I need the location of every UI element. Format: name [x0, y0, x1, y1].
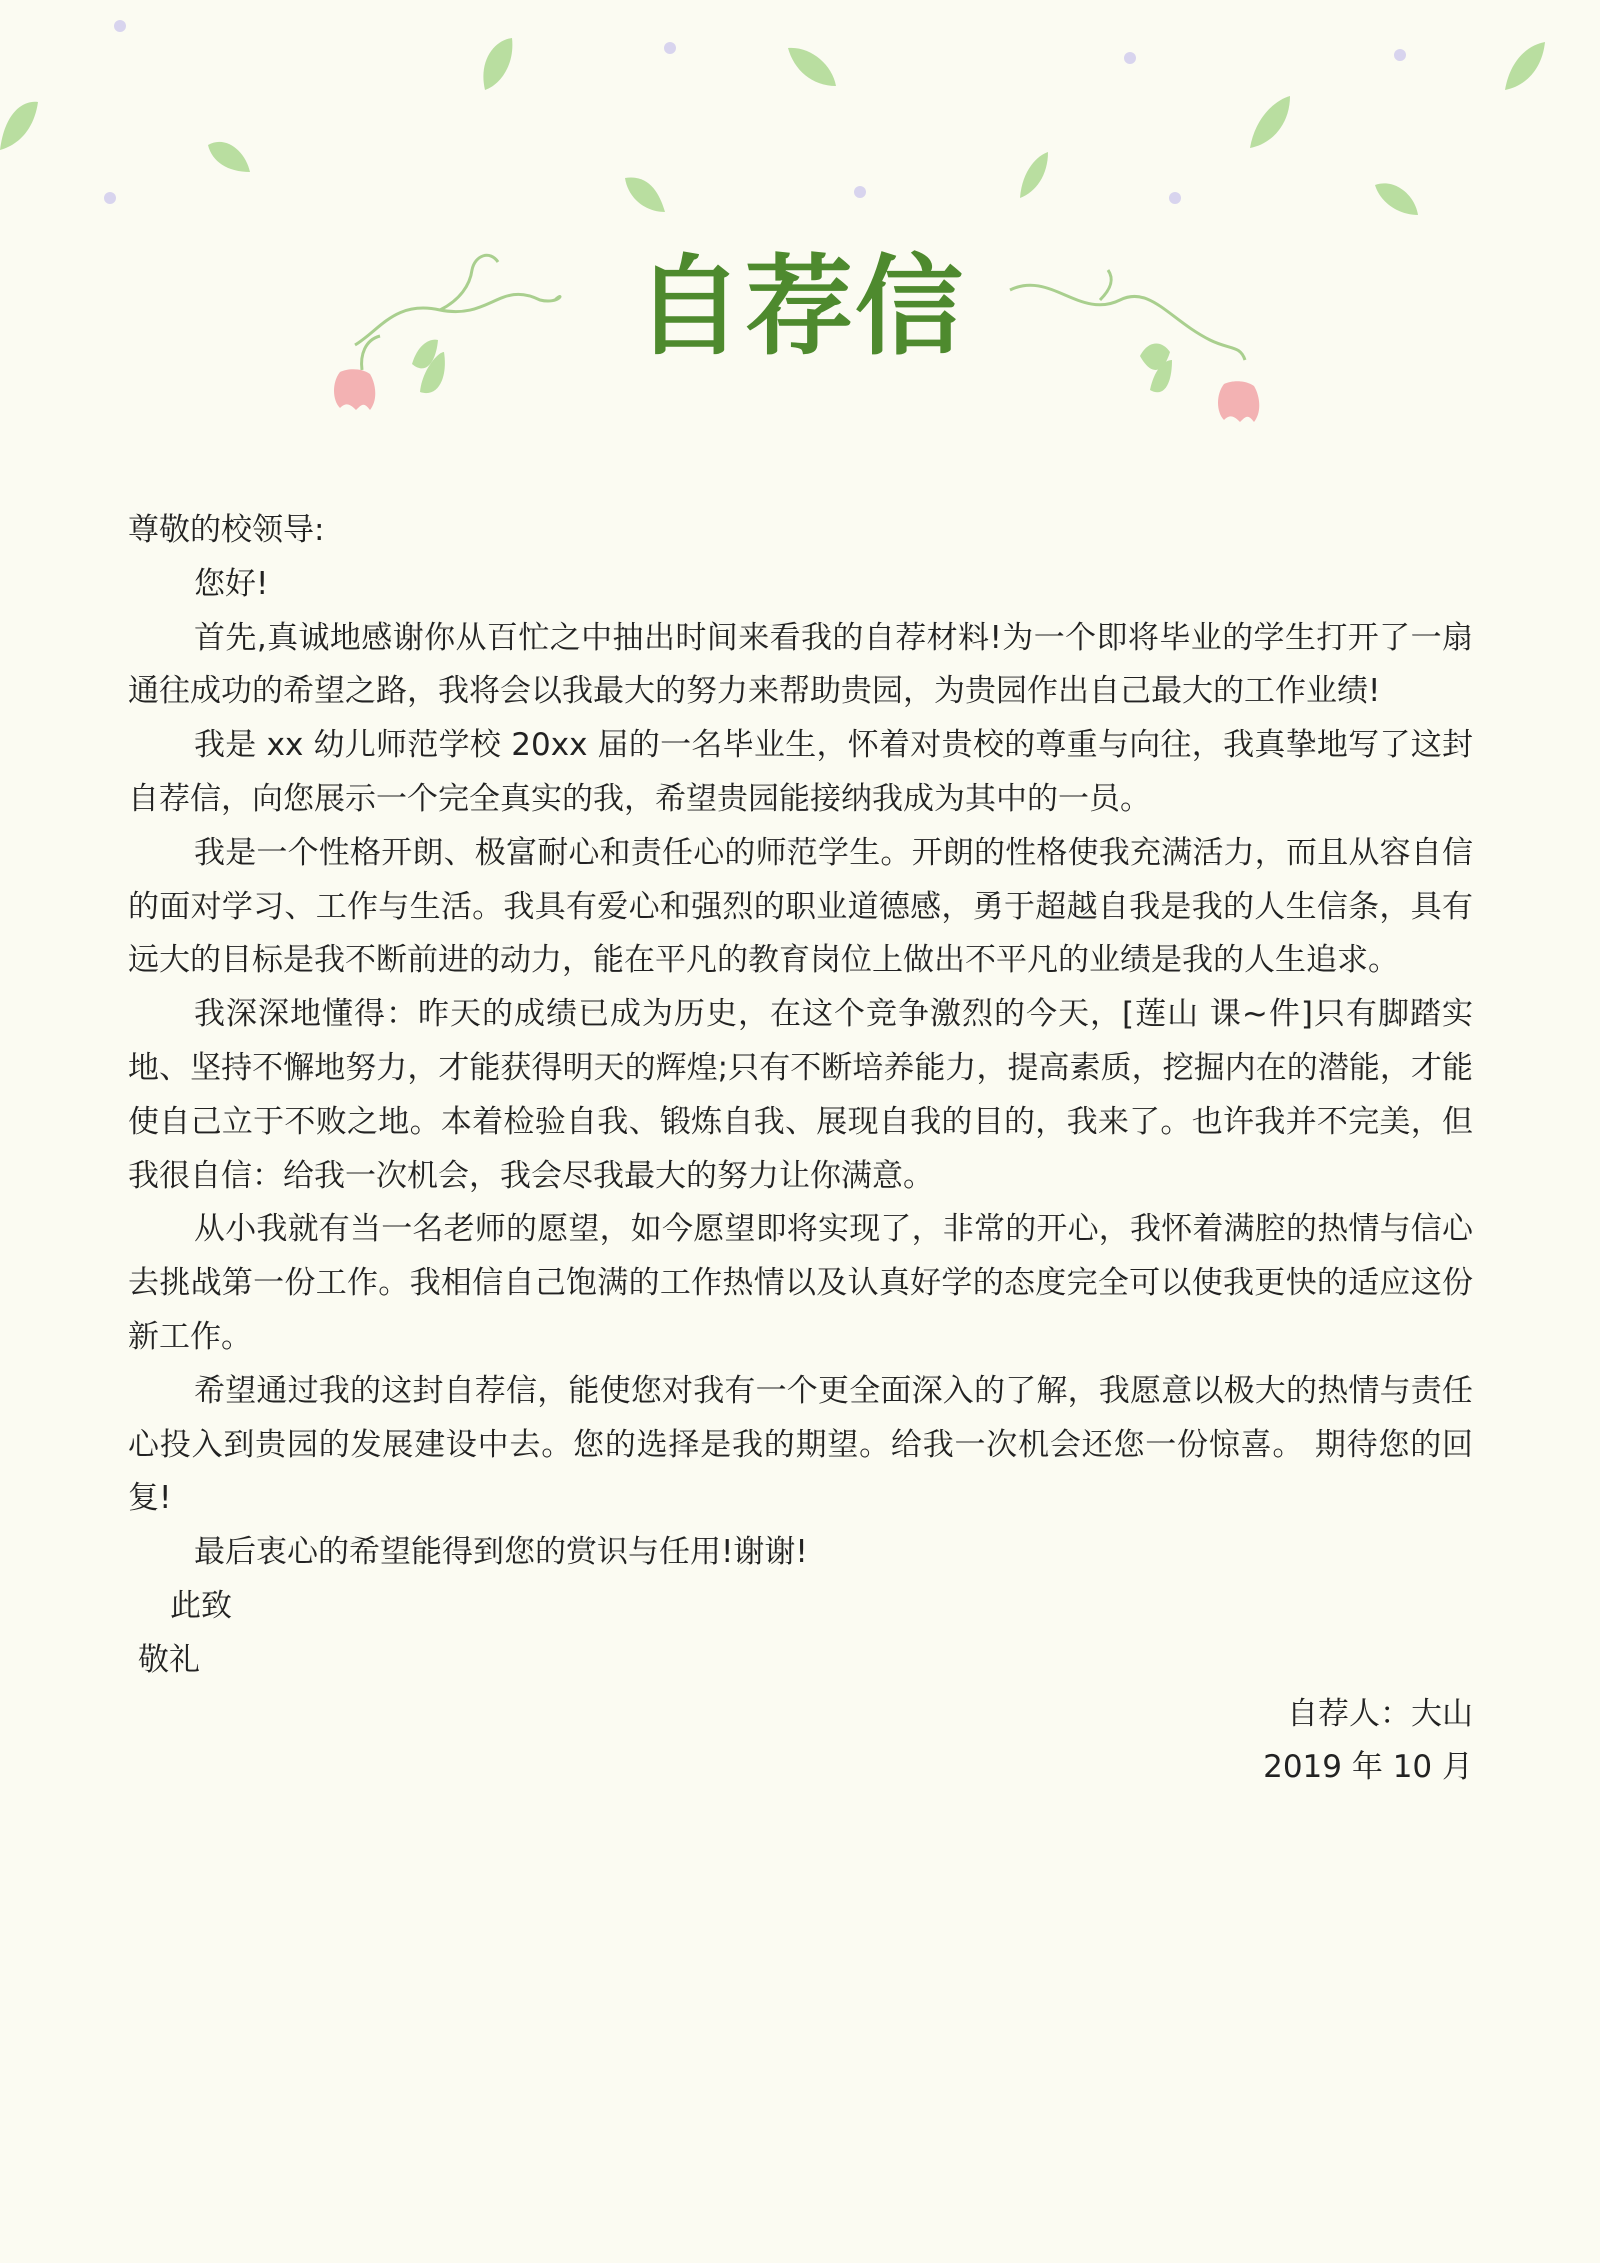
letter-title: 自荐信: [634, 245, 965, 370]
paragraph: 我深深地懂得：昨天的成绩已成为历史，在这个竞争激烈的今天，[莲山 课~件]只有脚踏实地、坚持不懈地努力，才能获得明天的辉煌;只有不断培养能力，提高素质，挖掘内在的潜能，才能使自己立于不败之地。本着检验自我、锻炼自我、展现自我的目的，我来了。也许我并不完美，但我很自信：给我一次机会，我会尽我最大的努力让你满意。: [128, 996, 1473, 1194]
paragraph: 最后衷心的希望能得到您的赏识与任用!谢谢!: [194, 1534, 808, 1571]
closing-jing-li: 敬礼: [138, 1641, 200, 1678]
paragraph: 从小我就有当一名老师的愿望，如今愿望即将实现了，非常的开心，我怀着满腔的热情与信心去挑战第一份工作。我相信自己饱满的工作热情以及认真好学的态度完全可以使我更快的适应这份新工作。: [128, 1211, 1473, 1355]
salutation: 尊敬的校领导:: [128, 512, 325, 548]
closing-ci-zhi: 此致: [170, 1587, 232, 1624]
paragraph: 首先,真诚地感谢你从百忙之中抽出时间来看我的自荐材料!为一个即将毕业的学生打开了一扇通往成功的希望之路，我将会以我最大的努力来帮助贵园，为贵园作出自己最大的工作业绩!: [128, 619, 1473, 710]
letter-date: 2019 年 10 月: [1263, 1749, 1473, 1786]
leaf-decoration: [0, 0, 1600, 460]
letter-body: [128, 504, 1473, 1795]
signer: 自荐人：大山: [1287, 1695, 1473, 1732]
greeting: 您好!: [194, 565, 269, 602]
paragraph: 希望通过我的这封自荐信，能使您对我有一个更全面深入的了解，我愿意以极大的热情与责任心投入到贵园的发展建设中去。您的选择是我的期望。给我一次机会还您一份惊喜。 期待您的回复!: [128, 1372, 1473, 1517]
paragraph: 我是一个性格开朗、极富耐心和责任心的师范学生。开朗的性格使我充满活力，而且从容自信的面对学习、工作与生活。我具有爱心和强烈的职业道德感，勇于超越自我是我的人生信条，具有远大的目标是我不断前进的动力，能在平凡的教育岗位上做出不平凡的业绩是我的人生追求。: [128, 834, 1473, 979]
paragraph: 我是 xx 幼儿师范学校 20xx 届的一名毕业生，怀着对贵校的尊重与向往，我真挚地写了这封自荐信，向您展示一个完全真实的我，希望贵园能接纳我成为其中的一员。: [128, 727, 1473, 817]
